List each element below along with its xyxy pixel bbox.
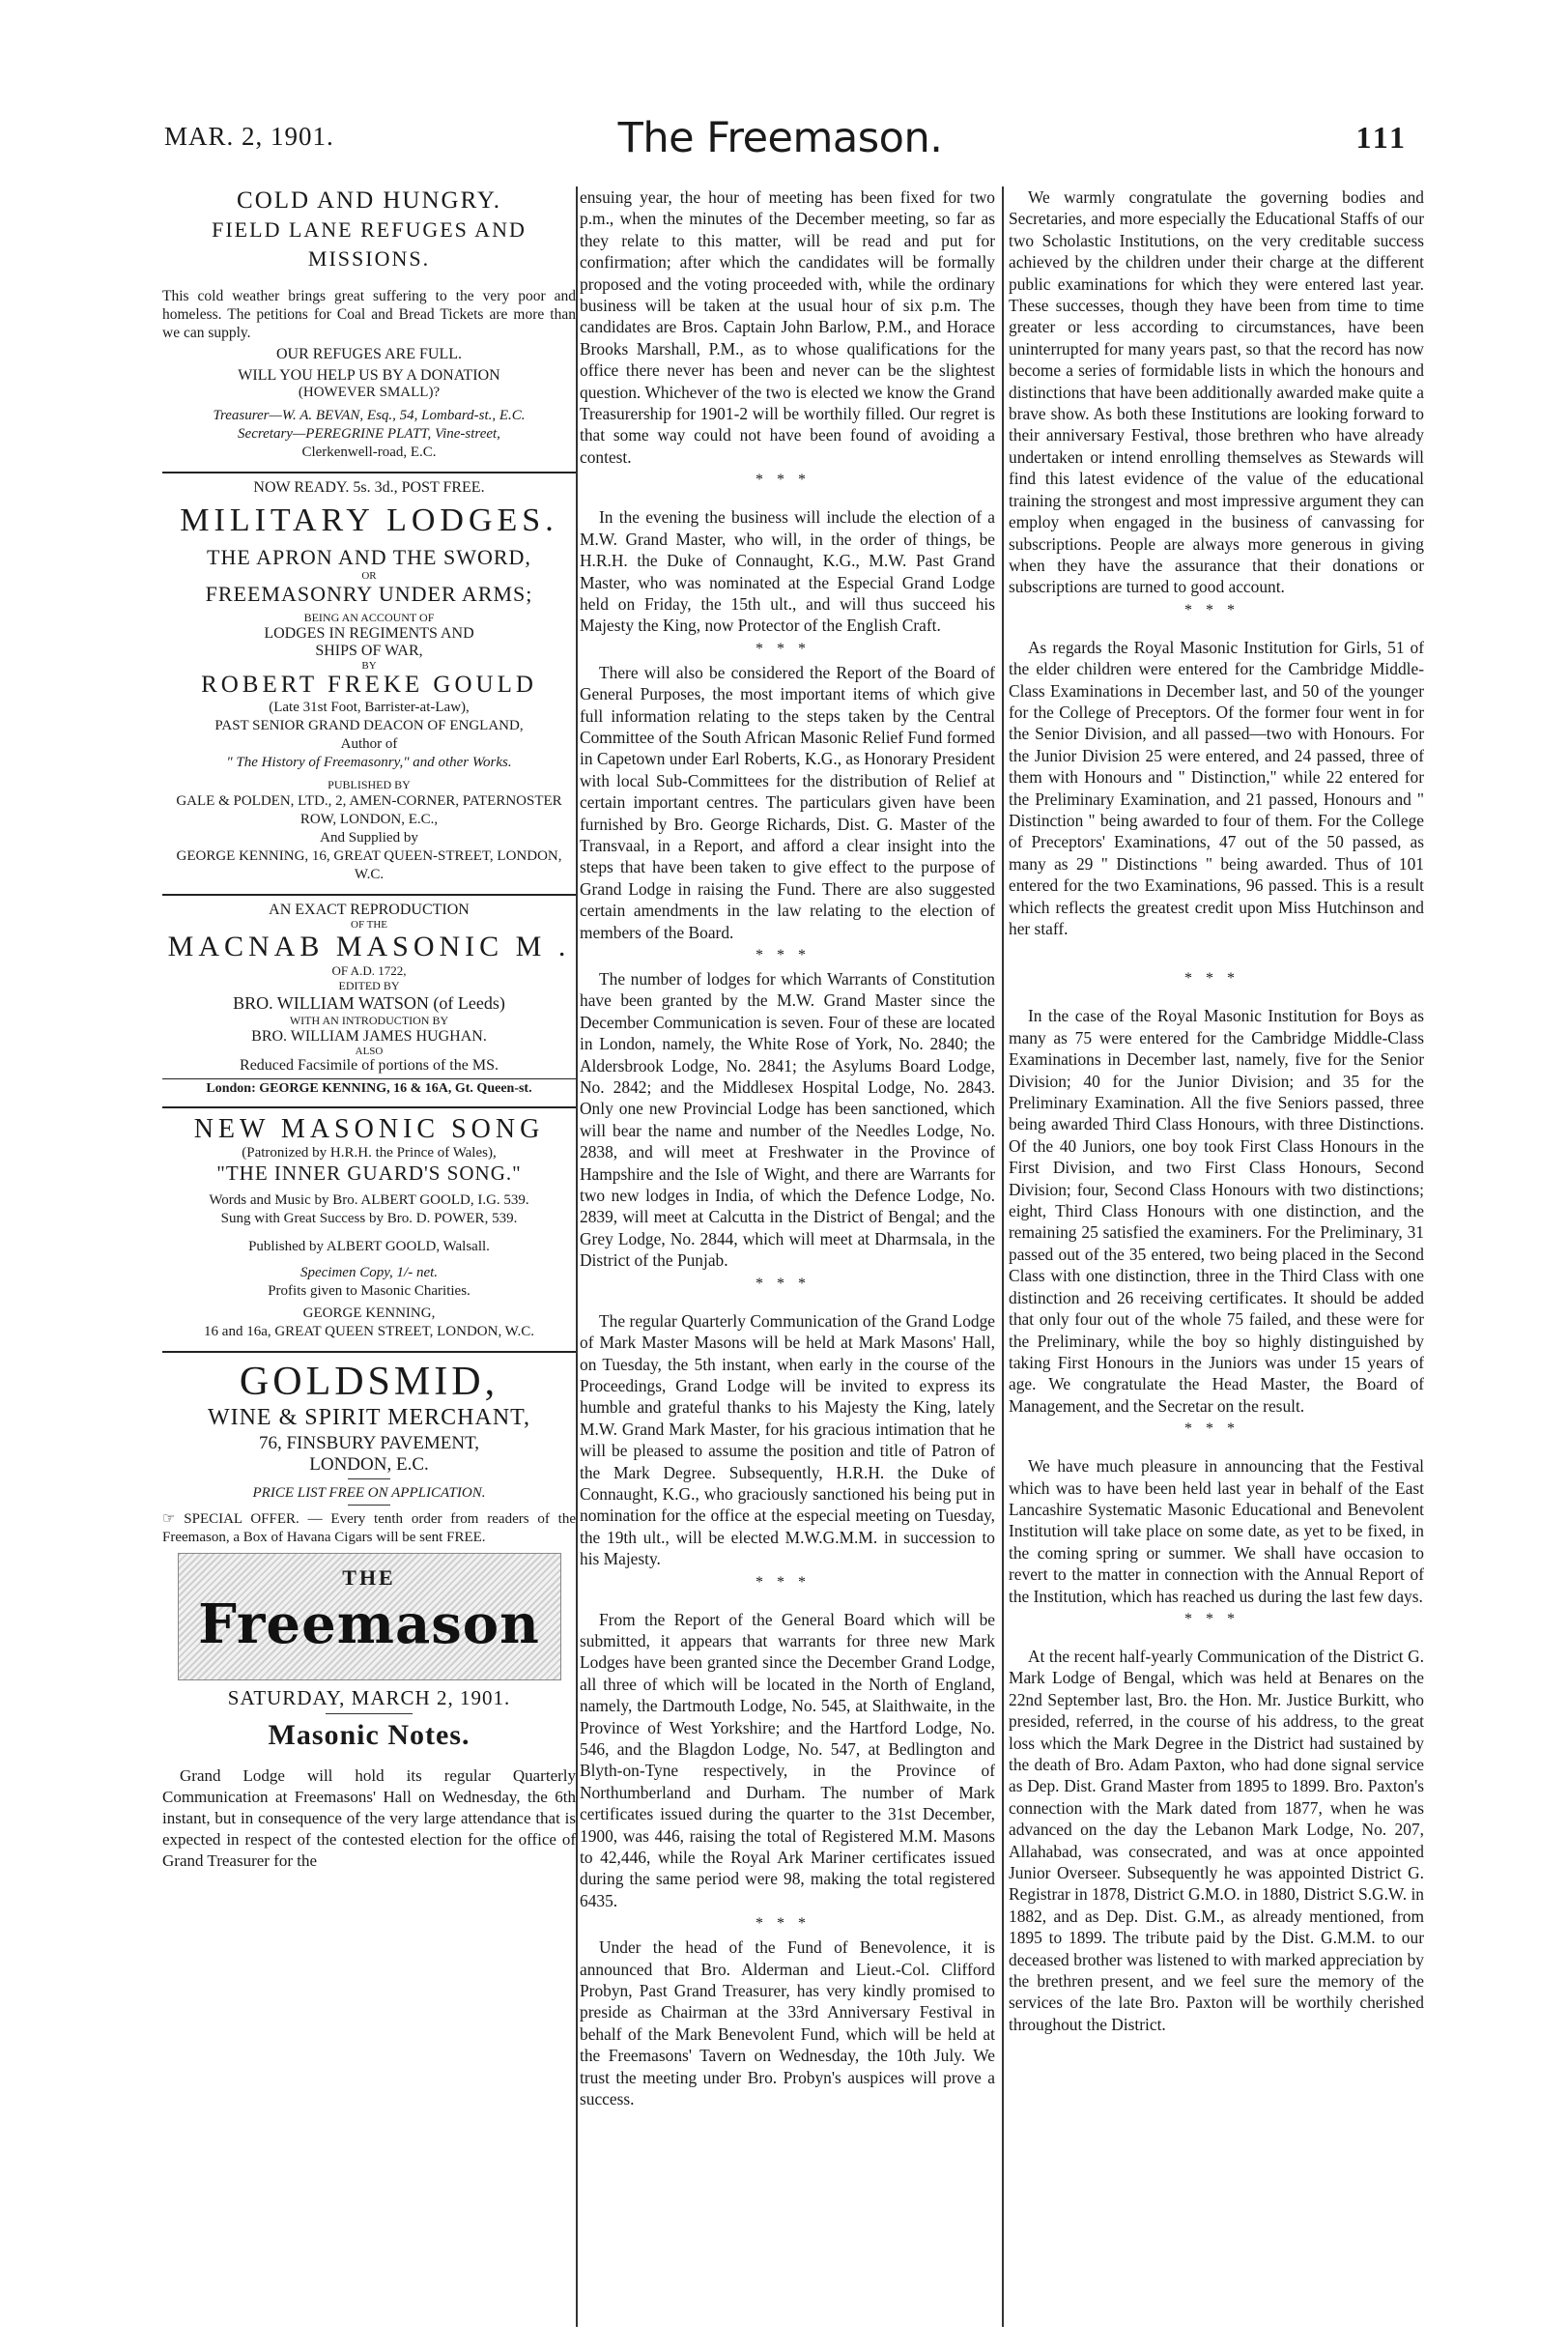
publisher: GALE & POLDEN, LTD., 2, AMEN-CORNER, PATERNOSTER ROW, LONDON, E.C., xyxy=(176,793,562,827)
divider xyxy=(326,1713,413,1714)
being-label: BEING AN ACCOUNT OF xyxy=(303,611,435,624)
section-separator: *** xyxy=(755,1915,819,1933)
divider xyxy=(162,1078,576,1079)
secretary-line: Secretary—PEREGRINE PLATT, Vine-street, xyxy=(238,426,500,442)
song-title: "THE INNER GUARD'S SONG." xyxy=(216,1162,522,1185)
article-paragraph: ensuing year, the hour of meeting has been fixed for two p.m., when the minutes of the December meeting, so far as they relate to this matter, will be read and put for confirmation; after which the candidates will be formally proposed and the voting proceeded with, while the ordinary business will be taken at the usual hour of six p.m. The candidates are Bros. Captain John Barlow, P.M., and Horace Brooks Marshall, P.M., as to whose qualifications for the office there never has been and never can be the slightest question. Whichever of the two is elected we know the Grand Treasurership for 1901-2 will be worthily filled. Our regret is that some way could not have been found of avoiding a contest. xyxy=(580,187,995,467)
patron-line: (Patronized by H.R.H. the Prince of Wales), xyxy=(242,1145,497,1161)
article-paragraph: At the recent half-yearly Communication of the District G. Mark Lodge of Bengal, which was held at Benares on the 22nd September last, Bro. the Hon. Mr. Justice Burkitt, who presided, referred, in the course of his address, to the great loss which the Mark Degree in the District had sustained by the death of Bro. Adam Paxton, who had done signal service as Dep. Dist. Grand Master from 1895 to 1899. Bro. Paxton's connection with the Mark dated from 1877, when he was advanced on the day the Lebanon Mark Lodge, No. 207, Allahabad, was consecrated, and was at once appointed Junior Overseer. Subsequently he was appointed District G. Registrar in 1878, District G.M.O. in 1880, District S.G.W. in 1882, and as Dep. Dist. G.M., as already mentioned, from 1895 to 1899. The tribute paid by the Dist. G.M.M. to our deceased brother was listened to with marked appreciation by the brethren present, and we feel sure the memory of the services of the late Bro. Paxton will be worthily cherished throughout the District. xyxy=(1009,1646,1424,2034)
author-of-label: Author of xyxy=(340,736,398,752)
section-separator: *** xyxy=(1184,1610,1248,1627)
freemason-logo xyxy=(178,1553,561,1680)
price-list-line: PRICE LIST FREE ON APPLICATION. xyxy=(252,1485,486,1501)
section-separator: *** xyxy=(755,1275,819,1292)
article-paragraph: The regular Quarterly Communication of the Grand Lodge of Mark Master Masons will be held at Mark Masons' Hall, on Tuesday, the 5th instant, when early in the course of the Proceedings, Grand Lodge will be invited to express its humble and grateful thanks to his Majesty the King, lately M.W. Grand Mark Master, for his gracious intimation that he will be pleased to assume the position and title of Patron of the Mark Degree. Subsequently, H.R.H. the Duke of Connaught, K.G., who graciously sanctioned his being put in nomination for the office at the especial meeting on Tuesday, the 19th ult., will be elected M.W.G.M.M. in succession to his Majesty. xyxy=(580,1310,995,1569)
merchant-name: GOLDSMID, xyxy=(239,1360,499,1404)
merchant-city: LONDON, E.C. xyxy=(309,1454,429,1475)
divider xyxy=(162,1351,576,1353)
words-credit: Words and Music by Bro. ALBERT GOOLD, I.G. 539. xyxy=(209,1192,529,1208)
specimen-price: Specimen Copy, 1/- net. xyxy=(299,1265,439,1280)
section-separator: *** xyxy=(755,947,819,963)
published-by-label: PUBLISHED BY xyxy=(328,778,411,791)
author-works: " The History of Freemasonry," and other Works. xyxy=(226,755,512,770)
masthead-title: The Freemason. xyxy=(617,114,943,162)
advert-title: COLD AND HUNGRY. xyxy=(237,187,501,214)
refuges-full: OUR REFUGES ARE FULL. xyxy=(275,346,463,362)
column-rule xyxy=(1002,186,1004,2327)
of-the-label: OF THE xyxy=(351,919,387,931)
merchant-trade: WINE & SPIRIT MERCHANT, xyxy=(207,1405,531,1430)
section-separator: *** xyxy=(1184,970,1248,988)
page-header xyxy=(145,114,1415,164)
logo-the: THE xyxy=(342,1565,396,1590)
exact-reproduction: AN EXACT REPRODUCTION xyxy=(269,902,470,918)
divider xyxy=(348,1505,390,1506)
introduction-label: WITH AN INTRODUCTION BY xyxy=(289,1014,449,1027)
also-label: ALSO xyxy=(355,1046,384,1057)
edited-by-label: EDITED BY xyxy=(338,979,400,992)
page-number: 111 xyxy=(1355,120,1408,155)
military-lodges-advert xyxy=(162,479,576,884)
article-paragraph: As regards the Royal Masonic Institution for Girls, 51 of the elder children were entered for the Cambridge Middle-Class Examinations in December last, and 50 of the younger for the College of Preceptors. Of the former four went in for the Senior Division, and all passed—two with Honours. For the Junior Division 25 were entered, and 24 passed, three of them with Honours and " Distinction," while 22 entered for the Preliminary Examination, and 21 passed, Honours and " Distinction " being awarded to four of them. For the College of Preceptors' Examinations, 47 out of the 50 passed, as many as 29 " Distinctions " being awarded. Thus of 101 entered for the two Examinations, 96 passed. This is a result which reflects the greatest credit upon Miss Hutchinson and her staff. xyxy=(1009,637,1424,938)
divider xyxy=(162,894,576,896)
author-rank: PAST SENIOR GRAND DEACON OF ENGLAND, xyxy=(214,718,524,733)
book-title: THE APRON AND THE SWORD, xyxy=(207,545,531,569)
article-paragraph: We warmly congratulate the governing bodies and Secretaries, and more especially the Educational Staffs of our two Scholastic Institutions, on the very creditable success achieved by the children under their charge at the different public examinations for which they were entered last year. These successes, though they have been from time to time greater or less according to circumstances, have been uninterrupted for many years past, so that the record has now become a series of formidable lists in which the honours and distinctions that have been additionally awarded make quite a brave show. As both these Institutions are looking forward to their anniversary Festival, those brethren who have already undertaken or intend enrolling themselves as Stewards will find this latest evidence of the value of the educational training the strongest and most impressive argument they can employ when engaged in the business of canvassing for subscriptions. People are always more generous in giving when they have the assurance that their donations or subscriptions are turned to good account. xyxy=(1009,187,1424,597)
agent-name: GEORGE KENNING, xyxy=(302,1305,436,1321)
advert-subtitle: FIELD LANE REFUGES AND MISSIONS. xyxy=(212,217,527,271)
or-label: OR xyxy=(361,570,377,582)
advert-title: MILITARY LODGES. xyxy=(180,502,558,538)
logo-name: Freemason xyxy=(198,1592,540,1656)
column-1 xyxy=(162,186,576,2332)
sung-credit: Sung with Great Success by Bro. D. POWER, 539. xyxy=(220,1211,518,1226)
donation-appeal: WILL YOU HELP US BY A DONATION xyxy=(238,367,500,384)
divider xyxy=(162,472,576,473)
lodges-line: LODGES IN REGIMENTS AND xyxy=(264,625,474,642)
introducer-name: BRO. WILLIAM JAMES HUGHAN. xyxy=(251,1028,487,1045)
section-separator: *** xyxy=(755,640,819,657)
masonic-song-advert xyxy=(162,1114,576,1341)
profits-line: Profits given to Masonic Charities. xyxy=(268,1283,470,1299)
column-rule xyxy=(576,186,578,2327)
article-paragraph: There will also be considered the Report of the Board of General Purposes, the most important items of which give full information relating to the steps taken by the Central Committee of the South African Masonic Relief Fund formed in Capetown under Earl Roberts, K.G., as Honorary President with local Sub-Committees for the distribution of Relief at certain important centres. The particulars given have been furnished by Bro. George Richards, Dist. G. Master of the Transvaal, in a Report, and afford a clear insight into the steps that have been taken to give effect to the purpose of Grand Lodge in raising the Fund. There are also suggested certain amendments in the law relating to the election of members of the Board. xyxy=(580,662,995,942)
now-ready: NOW READY. 5s. 3d., POST FREE. xyxy=(253,479,485,496)
article-paragraph: From the Report of the General Board which will be submitted, it appears that warrants for three new Mark Lodges have been granted since the December Grand Lodge, all three of which will be located in the North of England, namely, the Dartmouth Lodge, No. 545, at Slaithwaite, in the Province of West Yorkshire; and the Hartford Lodge, No. 546, and the Blagdon Lodge, No. 547, at Bedlington and Blyth-on-Tyne respectively, in the Province of Northumberland and Durham. The number of Mark certificates issued during the quarter to the 31st December, 1900, was 446, raising the total of Registered M.M. Masons to 42,446, while the Royal Ark Mariner certificates issued during the same period were 98, making the total registered 6435. xyxy=(580,1609,995,1910)
section-separator: *** xyxy=(1184,601,1248,618)
section-separator: *** xyxy=(755,472,819,489)
year-line: OF A.D. 1722, xyxy=(331,963,407,978)
article-paragraph: Under the head of the Fund of Benevolence, it is announced that Bro. Alderman and Lieut.-Col. Clifford Probyn, Past Grand Treasurer, has very kindly promised to preside as Chairman at the 33rd Anniversary Festival in behalf of the Mark Benevolent Fund, which will be held at the Freemasons' Tavern on Wednesday, the 10th July. We trust the meeting under Bro. Probyn's auspices will prove a success. xyxy=(580,1937,995,2109)
agent-address: 16 and 16a, GREAT QUEEN STREET, LONDON, W.C. xyxy=(204,1324,534,1339)
editor-name: BRO. WILLIAM WATSON (of Leeds) xyxy=(233,993,505,1013)
article-paragraph: In the case of the Royal Masonic Institution for Boys as many as 75 were entered for the Cambridge Middle-Class Examinations in December last, namely, five for the Senior Division; 40 for the Junior Division; and 35 for the Preliminary Examination. All the five Seniors passed, three being awarded Third Class Honours, with three Distinctions. Of the 40 Juniors, one boy took First Class Honours in the First Division, and two First Class Honours, Second Division; four, Second Class Honours with two distinctions; eight, Third Class Honours with one distinction, and the remaining 25 satisfied the examiners. For the Preliminary, 31 passed out of the 35 entered, two being placed in the Second Class with one distinction, three in the Third Class with one distinction and 26 receiving certificates. It should be added that only four out of the whole 75 failed, and these were for the Preliminary, while the boy so highly distinguished by taking First Honours in the Juniors was under 15 years of age. We congratulate the Head Master, the Board of Management, and the Secretar on the result. xyxy=(1009,1006,1424,1416)
advert-title: NEW MASONIC SONG xyxy=(193,1114,545,1144)
article-paragraph: We have much pleasure in announcing that the Festival which was to have been held last year in behalf of the East Lancashire Systematic Masonic Educational and Benevolent Institution will take place on some date, as yet to be fixed, in the coming spring or summer. We shall have occasion to revert to the matter in connection with the Annual Report of the Institution, which has reached us during the last few days. xyxy=(1009,1456,1424,1606)
special-offer: ☞ SPECIAL OFFER. — Every tenth order from readers of the Freemason, a Box of Havana Cigars will be sent FREE. xyxy=(162,1511,576,1545)
divider xyxy=(348,1478,390,1479)
publisher-line: Published by ALBERT GOOLD, Walsall. xyxy=(248,1239,490,1254)
column-3 xyxy=(1009,186,1424,2332)
treasurer-line: Treasurer—W. A. BEVAN, Esq., 54, Lombard-st., E.C. xyxy=(213,408,526,423)
divider xyxy=(162,1106,576,1108)
cold-and-hungry-advert xyxy=(162,186,576,462)
macnab-advert xyxy=(162,902,576,1097)
column-2 xyxy=(580,186,995,2332)
donation-appeal-2: (HOWEVER SMALL)? xyxy=(298,385,441,400)
section-separator: *** xyxy=(1184,1420,1248,1438)
goldsmid-advert xyxy=(162,1359,576,1547)
supplied-by-label: And Supplied by xyxy=(320,830,418,846)
author-credential: (Late 31st Foot, Barrister-at-Law), xyxy=(269,700,470,715)
advert-body: This cold weather brings great suffering to the very poor and homeless. The petitions for Coal and Bread Tickets are more than we can supply. xyxy=(162,288,576,341)
article-paragraph: In the evening the business will include the election of a M.W. Grand Master, who will, in the order of things, be H.R.H. the Duke of Connaught, K.G., M.W. Past Grand Master, who was nominated at the Especial Grand Lodge held on Friday, the 15th ult., and will thus succeed his Majesty the King, now Protector of the English Craft. xyxy=(580,507,995,636)
dateline: SATURDAY, MARCH 2, 1901. xyxy=(227,1686,511,1709)
supplier: GEORGE KENNING, 16, GREAT QUEEN-STREET, LONDON, W.C. xyxy=(176,848,562,882)
publisher-line: London: GEORGE KENNING, 16 & 16A, Gt. Queen-st. xyxy=(206,1081,532,1096)
issue-date: MAR. 2, 1901. xyxy=(164,122,334,151)
by-label: BY xyxy=(361,660,377,672)
facsimile-line: Reduced Facsimile of portions of the MS. xyxy=(240,1057,499,1074)
section-separator: *** xyxy=(755,1573,819,1591)
article-paragraph: Grand Lodge will hold its regular Quarterly Communication at Freemasons' Hall on Wednesday, the 6th instant, but in consequence of the very large attendance that is expected in respect of the contested election for the office of Grand Treasurer for the xyxy=(162,1766,576,1870)
book-subtitle: FREEMASONRY UNDER ARMS; xyxy=(205,582,533,606)
article-paragraph: The number of lodges for which Warrants of Constitution have been granted by the M.W. Grand Master since the December Communication is seven. Four of these are located in London, namely, the White Rose of York, No. 2840; the Aldersbrook Lodge, No. 2841; the Asylums Board Lodge, No. 2842; and the Middlesex Hospital Lodge, No. 2843. Only one new Provincial Lodge has been sanctioned, which will bear the name and number of the Needles Lodge, No. 2838, and will meet at Freshwater in the Province of Hampshire and the Isle of Wight, and there are Warrants for two new lodges in India, of which the Defence Lodge, No. 2839, will meet at Calcutta in the District of Bengal; and the Grey Lodge, No. 2844, which will meet at Dharmsala, in the District of the Punjab. xyxy=(580,969,995,1271)
merchant-address: 76, FINSBURY PAVEMENT, xyxy=(258,1433,480,1453)
ships-line: SHIPS OF WAR, xyxy=(315,643,423,659)
advert-title: MACNAB MASONIC M . xyxy=(167,931,571,962)
secretary-address: Clerkenwell-road, E.C. xyxy=(301,445,437,460)
section-title: Masonic Notes. xyxy=(268,1719,470,1751)
author-name: ROBERT FREKE GOULD xyxy=(201,672,537,698)
